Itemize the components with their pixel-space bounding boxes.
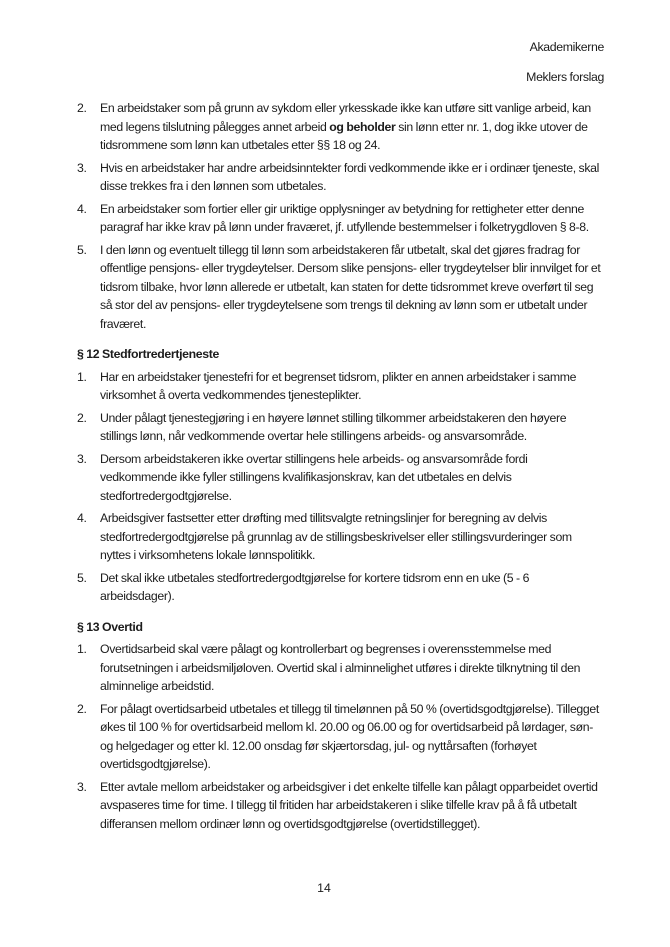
list-item-text bbox=[100, 99, 604, 155]
list-item-text: Overtidsarbeid skal være pålagt og kontrollerbart og begrenses i overensstemmelse med forutsetningen i arbeidsmiljøloven. Overtid skal i alminnelighet utføres i direkte tilknytning til den alminnelige arbeidstid. bbox=[100, 642, 581, 693]
list-item-number: 2. bbox=[77, 101, 87, 115]
list-item-number: 2. bbox=[77, 410, 87, 425]
list-item-number: 3. bbox=[77, 779, 87, 794]
list-item bbox=[77, 509, 604, 565]
list-item-text: Etter avtale mellom arbeidstaker og arbeidsgiver i det enkelte tilfelle kan pålagt opparbeidet overtid avspaseres time for time. I tillegg til fritiden har arbeidstakeren i slike tilfelle krav på å få utbetalt differansen mellom ordinær lønn og overtidsgodtgjørelse (overtidstillegget). bbox=[100, 779, 598, 831]
section-13-heading: § 13 Overtid bbox=[77, 619, 143, 634]
list-item bbox=[77, 450, 604, 506]
document-header bbox=[77, 38, 604, 86]
list-item bbox=[77, 569, 604, 606]
page-number: 14 bbox=[317, 881, 331, 895]
list-item-number: 3. bbox=[77, 451, 87, 466]
list-item-number: 5. bbox=[77, 242, 87, 257]
list-item-text: I den lønn og eventuelt tillegg til lønn som arbeidstakeren får utbetalt, skal det gjøres fradrag for offentlige pensjons- eller trygdeytelser. Dersom slike pensjons- eller trygdeytelser blir innvilget for et tidsrom tilbake, hvor lønn allerede er utbetalt, kan staten for dette tidsrommet kreve overført til seg så stor del av pensjons- eller trygdeytelsene som trengs til dekning av lønn som er utbetalt under fraværet. bbox=[100, 242, 601, 331]
list-item-text: Arbeidsgiver fastsetter etter drøfting med tillitsvalgte retningslinjer for beregning av delvis stedfortredergodtgjørelse på grunnlag av de stillingsbeskrivelser eller stillingsvurderinger som nyttes i virksomhetens lokale lønnspolitikk. bbox=[100, 511, 572, 562]
header-organization: Akademikerne bbox=[529, 40, 604, 54]
list-item-number: 5. bbox=[77, 570, 87, 585]
list-item-number: 2. bbox=[77, 701, 87, 716]
list-item-text-post: sin lønn etter nr. 1, dog ikke utover de tidsrommene som lønn kan utbetales etter §§ 18 og 24. bbox=[100, 119, 588, 152]
list-item bbox=[77, 241, 604, 334]
list-item bbox=[77, 409, 604, 446]
list-item-text: Dersom arbeidstakeren ikke overtar stillingens hele arbeids- og ansvarsområde fordi vedkommende ikke fyller stillingens kvalifikasjonskrav, kan det utbetales en delvis stedfortredergodtgjørelse. bbox=[100, 451, 528, 503]
list-item bbox=[77, 778, 604, 834]
list-item-text: Det skal ikke utbetales stedfortredergodtgjørelse for kortere tidsrom enn en uke (5 - 6 arbeidsdager). bbox=[100, 570, 530, 603]
list-item-text-pre: En arbeidstaker som på grunn av sykdom eller yrkesskade ikke kan utføre sitt vanlige arbeid, kan med legens tilslutning pålegges annet arbeid bbox=[100, 101, 591, 134]
list-item-number: 4. bbox=[77, 511, 87, 525]
list-item-text: For pålagt overtidsarbeid utbetales et tillegg til timelønnen på 50 % (overtidsgodtgjørelse). Tillegget økes til 100 % for overtidsarbeid mellom kl. 20.00 og 06.00 og for overtidsarbeid på lørdager, søn- og helgedager og etter kl. 12.00 onsdag før skjærtorsdag, jul- og nyttårsaften (forhøyet overtidsgodtgjørelse). bbox=[100, 701, 599, 771]
header-doc-title: Meklers forslag bbox=[526, 69, 604, 84]
list-item-text: Hvis en arbeidstaker har andre arbeidsinntekter fordi vedkommende ikke er i ordinær tjeneste, skal disse trekkes fra i den lønnen som utbetales. bbox=[100, 160, 600, 193]
list-item-number: 1. bbox=[77, 642, 87, 656]
list-item-text: En arbeidstaker som fortier eller gir uriktige opplysninger av betydning for rettigheter etter denne paragraf har ikke krav på lønn under fraværet, jf. utfyllende bestemmelser i folketrygdloven § 8-8. bbox=[100, 201, 589, 234]
list-item-number: 4. bbox=[77, 201, 87, 216]
list-item bbox=[77, 200, 604, 237]
list-item bbox=[77, 640, 604, 696]
list-item-number: 1. bbox=[77, 369, 87, 384]
list-item-text: Under pålagt tjenestegjøring i en høyere lønnet stilling tilkommer arbeidstakeren den høyere stillings lønn, når vedkommende overtar hele stillingens arbeids- og ansvarsområde. bbox=[100, 410, 567, 443]
list-item bbox=[77, 368, 604, 405]
list-item-number: 3. bbox=[77, 160, 87, 175]
list-item bbox=[77, 99, 604, 155]
list-item bbox=[77, 159, 604, 196]
list-item-text: Har en arbeidstaker tjenestefri for et begrenset tidsrom, plikter en annen arbeidstaker i samme virksomhet å overta vedkommendes tjenesteplikter. bbox=[100, 369, 577, 402]
list-item-text-bold: og beholder bbox=[329, 119, 396, 134]
list-item bbox=[77, 700, 604, 774]
section-12-heading: § 12 Stedfortredertjeneste bbox=[77, 347, 220, 361]
